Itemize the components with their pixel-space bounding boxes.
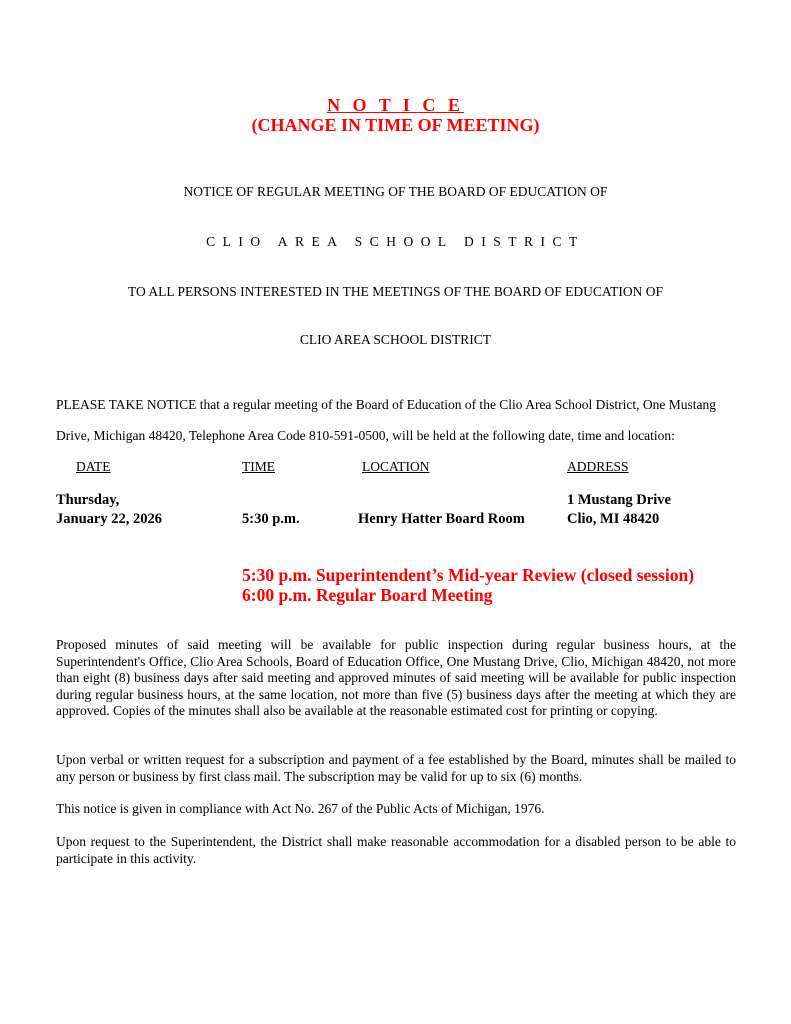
district-name-spaced: CLIO AREA SCHOOL DISTRICT [206, 234, 585, 249]
column-header-date: DATE [76, 459, 111, 474]
header-line-3: TO ALL PERSONS INTERESTED IN THE MEETINGS OF THE BOARD OF EDUCATION OF [127, 284, 664, 299]
notice-subtitle: (CHANGE IN TIME OF MEETING) [251, 115, 540, 135]
district-name: CLIO AREA SCHOOL DISTRICT [299, 332, 492, 347]
meeting-location: Henry Hatter Board Room [358, 511, 525, 527]
subscription-paragraph: Upon verbal or written request for a subscription and payment of a fee established by the Board, minutes shall be mailed to any person or business by first class mail. The subscription may be valid for up to six (6) months. [56, 752, 736, 784]
notice-title: N O T I C E [327, 95, 464, 115]
intro-line-2: Drive, Michigan 48420, Telephone Area Code 810-591-0500, will be held at the following date, time and location: [56, 428, 675, 443]
address-line-1: 1 Mustang Drive [567, 492, 671, 508]
header-line-1: NOTICE OF REGULAR MEETING OF THE BOARD OF EDUCATION OF [183, 184, 608, 199]
schedule-closed-session: 5:30 p.m. Superintendent’s Mid-year Review (closed session) [242, 565, 695, 585]
column-header-address: ADDRESS [567, 459, 629, 474]
compliance-paragraph: This notice is given in compliance with Act No. 267 of the Public Acts of Michigan, 1976. [56, 801, 545, 816]
schedule-regular-meeting: 6:00 p.m. Regular Board Meeting [242, 585, 493, 605]
minutes-paragraph: Proposed minutes of said meeting will be available for public inspection during regular business hours, at the Superintendent's Office, Clio Area Schools, Board of Education Office, One Mustang Drive, Clio, Michigan 48420, not more than eight (8) business days after said meeting and approved minutes of said meeting will be available for public inspection during regular business hours, at the same location, not more than five (5) business days after the meeting at which they are approved. Copies of the minutes shall also be available at the reasonable estimated cost for printing or copying. [56, 637, 736, 718]
meeting-date: January 22, 2026 [56, 511, 162, 527]
meeting-day: Thursday, [56, 492, 120, 508]
column-header-location: LOCATION [362, 459, 430, 474]
accommodation-paragraph: Upon request to the Superintendent, the District shall make reasonable accommodation for a disabled person to be able to participate in this activity. [56, 834, 736, 866]
address-line-2: Clio, MI 48420 [567, 511, 660, 527]
intro-line-1: PLEASE TAKE NOTICE that a regular meeting of the Board of Education of the Clio Area School District, One Mustang [56, 397, 717, 412]
meeting-time: 5:30 p.m. [242, 511, 300, 527]
column-header-time: TIME [242, 459, 275, 474]
